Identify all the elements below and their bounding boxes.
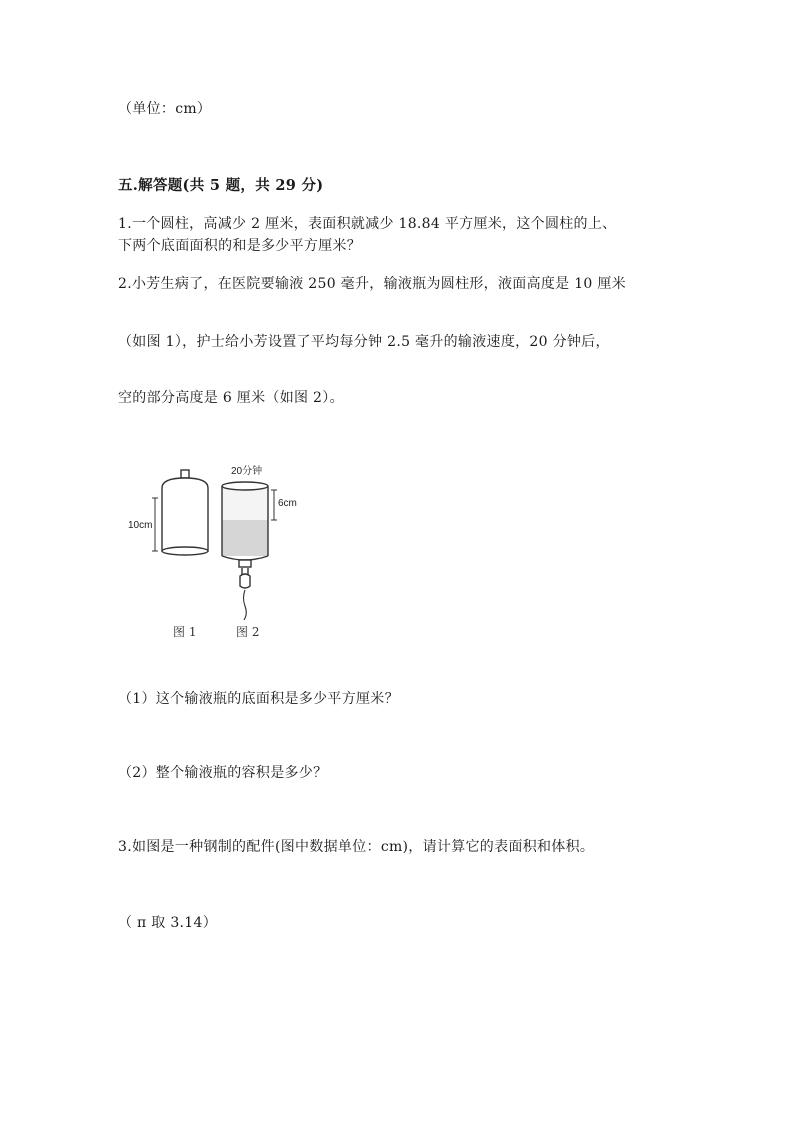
question-1-line-1: 1.一个圆柱，高减少 2 厘米，表面积就减少 18.84 平方厘米，这个圆柱的上、 [118, 216, 617, 232]
bottle-figure-2 [222, 482, 277, 620]
section-title: 五.解答题(共 5 题，共 29 分) [118, 177, 324, 194]
question-2-line-1: 2.小芳生病了，在医院要输液 250 毫升，输液瓶为圆柱形，液面高度是 10 厘米 [118, 276, 626, 292]
unit-note: （单位：cm） [118, 101, 212, 117]
question-2-line-3: 空的部分高度是 6 厘米（如图 2）。 [118, 390, 344, 406]
caption-figure-1: 图 1 [173, 625, 197, 639]
iv-bottle-figure [118, 458, 304, 648]
label-6cm: 6cm [278, 498, 297, 509]
question-3-line-1: 3.如图是一种钢制的配件(图中数据单位：cm)，请计算它的表面积和体积。 [118, 839, 595, 855]
bottle-figure-1 [152, 470, 208, 555]
question-2-sub-2: （2）整个输液瓶的容积是多少？ [118, 765, 328, 781]
label-10cm: 10cm [128, 520, 153, 531]
question-2-line-2: （如图 1），护士给小芳设置了平均每分钟 2.5 毫升的输液速度，20 分钟后， [118, 334, 610, 350]
question-2-sub-1: （1）这个输液瓶的底面积是多少平方厘米？ [118, 691, 399, 707]
question-1-line-2: 下两个底面面积的和是多少平方厘米？ [118, 238, 362, 254]
label-20-minutes: 20分钟 [231, 466, 263, 477]
question-3-line-2: （ π 取 3.14） [118, 915, 218, 931]
caption-figure-2: 图 2 [236, 625, 260, 639]
